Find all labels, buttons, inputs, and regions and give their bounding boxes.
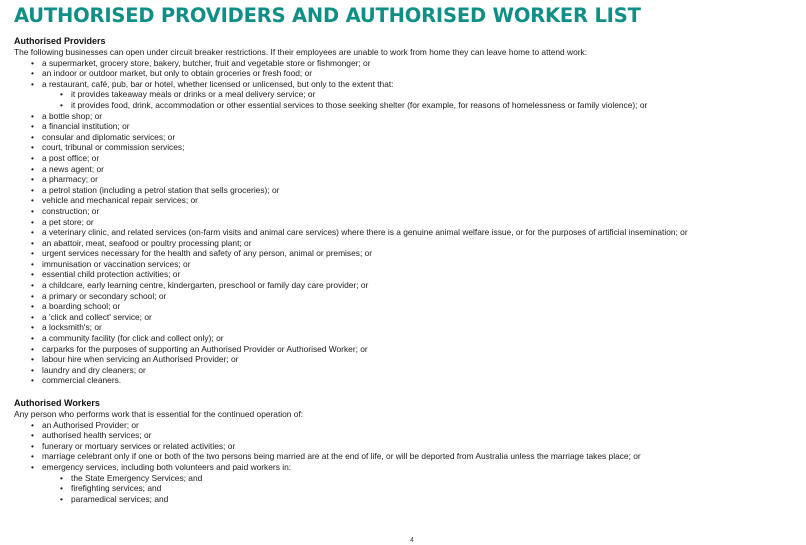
sub-list <box>42 89 799 110</box>
list-item-text: an Authorised Provider; or <box>42 419 139 430</box>
list-item <box>42 420 799 431</box>
list-item-text: a supermarket, grocery store, bakery, butcher, fruit and vegetable store or fishmonger; or <box>42 57 371 68</box>
authorised-workers-section <box>14 398 799 504</box>
list-item <box>42 375 799 386</box>
list-item-text: emergency services, including both volunteers and paid workers in: <box>42 461 292 472</box>
list-item-text: commercial cleaners. <box>42 375 122 386</box>
list-item <box>42 259 799 270</box>
list-item-text: a post office; or <box>42 152 100 163</box>
list-item-text: court, tribunal or commission services; <box>42 142 185 153</box>
list-item-text: a primary or secondary school; or <box>42 290 167 301</box>
list-item-text: carparks for the purposes of supporting an Authorised Provider or Authorised Worker; or <box>42 343 368 354</box>
list-item <box>42 291 799 302</box>
list-item <box>42 344 799 355</box>
list-item-text: a bottle shop; or <box>42 110 103 121</box>
list-item <box>42 111 799 122</box>
list-item <box>42 238 799 249</box>
list-item <box>42 174 799 185</box>
sub-list <box>42 473 799 505</box>
list-item <box>42 58 799 69</box>
authorised-providers-section <box>14 36 799 386</box>
list-item-text: a pet store; or <box>42 216 94 227</box>
list-item-text: urgent services necessary for the health and safety of any person, animal or premises; or <box>42 248 373 259</box>
list-item <box>42 121 799 132</box>
providers-list <box>14 58 799 386</box>
list-item <box>42 217 799 228</box>
list-item-text: a childcare, early learning centre, kindergarten, preschool or family day care provider; or <box>42 280 369 291</box>
providers-heading: Authorised Providers <box>14 36 106 46</box>
providers-intro: The following businesses can open under circuit breaker restrictions. If their employees are unable to work from home they can leave home to attend work: <box>14 47 588 57</box>
page-number: 4 <box>410 537 414 544</box>
list-item <box>42 451 799 462</box>
list-item <box>42 142 799 153</box>
list-item-text: a news agent; or <box>42 163 104 174</box>
list-item <box>42 462 799 504</box>
list-item-text: a boarding school; or <box>42 301 121 312</box>
list-item-text: construction; or <box>42 205 100 216</box>
list-item-text: a community facility (for click and collect only); or <box>42 333 224 344</box>
list-item-text: an indoor or outdoor market, but only to obtain groceries or fresh food; or <box>42 68 313 79</box>
list-item-text: an abattoir, meat, seafood or poultry processing plant; or <box>42 237 252 248</box>
list-item <box>42 354 799 365</box>
sub-list-item: • paramedical services; and <box>71 494 799 505</box>
sub-list-item: • the State Emergency Services; and <box>71 473 799 484</box>
list-item-text: a restaurant, café, pub, bar or hotel, whether licensed or unlicensed, but only to the extent that: <box>42 78 394 89</box>
list-item <box>42 132 799 143</box>
list-item <box>42 430 799 441</box>
list-item <box>42 280 799 291</box>
document-body <box>14 36 799 504</box>
list-item <box>42 185 799 196</box>
workers-intro: Any person who performs work that is essential for the continued operation of: <box>14 409 304 419</box>
list-item <box>42 322 799 333</box>
list-item <box>42 269 799 280</box>
sub-list-item: • it provides food, drink, accommodation or other essential services to those seeking shelter (for example, for reasons of homelessness or family violence); or <box>71 100 799 111</box>
list-item <box>42 312 799 323</box>
list-item <box>42 301 799 312</box>
list-item-text: a financial institution; or <box>42 121 130 132</box>
list-item-text: laundry and dry cleaners; or <box>42 364 146 375</box>
list-item <box>42 333 799 344</box>
workers-list <box>14 420 799 505</box>
list-item <box>42 227 799 238</box>
list-item-text: essential child protection activities; or <box>42 269 181 280</box>
list-item-text: a petrol station (including a petrol station that sells groceries); or <box>42 184 280 195</box>
list-item-text: marriage celebrant only if one or both of the two persons being married are at the end of life, or will be deported from Australia unless the marriage takes place; or <box>42 451 641 462</box>
page-title: AUTHORISED PROVIDERS AND AUTHORISED WORKER LIST <box>14 4 641 27</box>
list-item-text: labour hire when servicing an Authorised Provider; or <box>42 354 239 365</box>
list-item <box>42 153 799 164</box>
list-item <box>42 195 799 206</box>
list-item <box>42 441 799 452</box>
workers-heading: Authorised Workers <box>14 398 100 408</box>
list-item-text: funerary or mortuary services or related activities; or <box>42 440 236 451</box>
list-item-text: consular and diplomatic services; or <box>42 131 176 142</box>
list-item <box>42 79 799 111</box>
sub-list-item: • firefighting services; and <box>71 483 799 494</box>
sub-list-item: • it provides takeaway meals or drinks or a meal delivery service; or <box>71 89 799 100</box>
list-item-text: immunisation or vaccination services; or <box>42 258 191 269</box>
list-item-text: a pharmacy; or <box>42 174 98 185</box>
list-item-text: a veterinary clinic, and related services (on-farm visits and animal care services) where there is a genuine animal welfare issue, or for the purposes of artificial insemination; or <box>42 227 688 238</box>
list-item-text: authorised health services; or <box>42 430 152 441</box>
list-item <box>42 365 799 376</box>
list-item-text: a locksmith's; or <box>42 322 102 333</box>
list-item <box>42 68 799 79</box>
list-item <box>42 164 799 175</box>
list-item-text: vehicle and mechanical repair services; or <box>42 195 198 206</box>
list-item-text: a 'click and collect' service; or <box>42 311 152 322</box>
list-item <box>42 248 799 259</box>
list-item <box>42 206 799 217</box>
